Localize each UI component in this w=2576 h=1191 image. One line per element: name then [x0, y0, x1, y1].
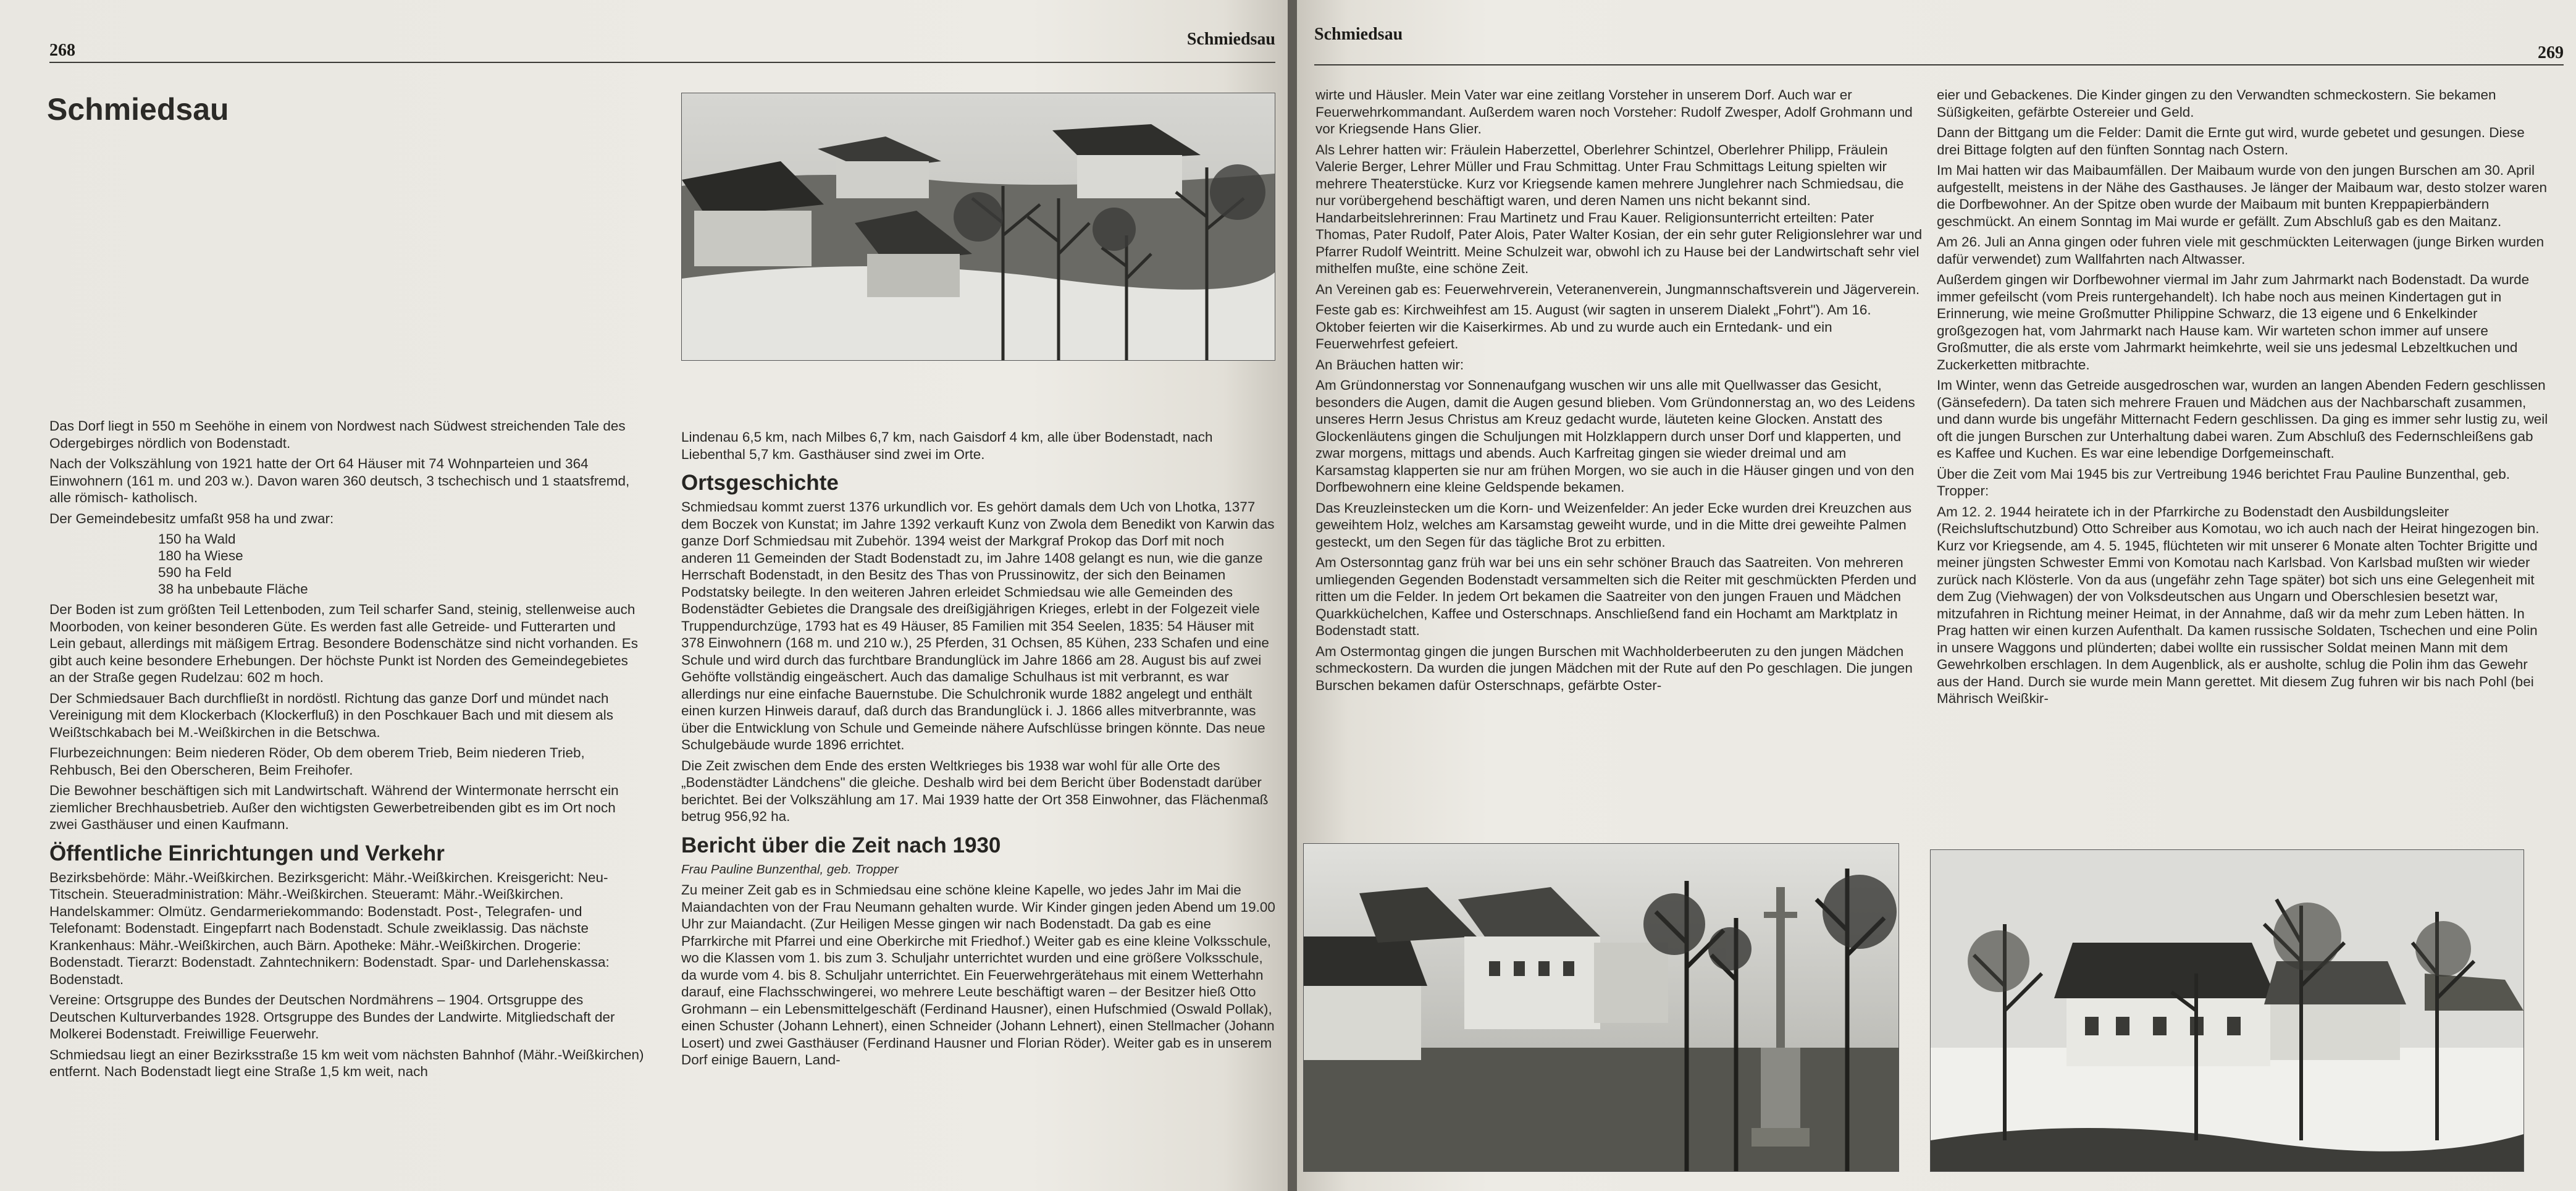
- right-column-1: [1315, 86, 1924, 697]
- paragraph: Die Bewohner beschäftigen sich mit Landwirtschaft. Während der Wintermonate herrscht ein ziemlicher Brechhausbetrieb. Außer den wichtigsten Gewerbetreibenden gibt es im Ort noch zwei Gasthäuser und einen Kaufmann.: [49, 783, 619, 832]
- header-rule-left: [49, 62, 1275, 63]
- paragraph: wirte und Häusler. Mein Vater war eine zeitlang Vorsteher in unserem Dorf. Auch war er Feuerwehrkommandant. Außerdem waren noch Vorsteher: Rudolf Zwesper, Adolf Grohmann und vor Kriegsende Hans Glier.: [1315, 87, 1913, 137]
- photo-wayside-cross-image: [1304, 844, 1898, 1171]
- left-column-1: [49, 418, 645, 1084]
- running-head-right: Schmiedsau: [1314, 25, 1403, 44]
- paragraph: Am Gründonnerstag vor Sonnenaufgang wuschen wir uns alle mit Quellwasser das Gesicht, besonders die Augen, damit die Augen gesund blieben. Vom Gründonnerstag an, wo des Leidens unseres Herrn Jesus Christus am Kreuz gedacht wurde, läuteten keine Glocken. Anstatt des Glockenläutens gingen die Schuljungen mit Holzklappern durch unser Dorf und klapperten, und zwar morgens, mittags und abends. Auch Karfreitag gingen sie wieder dreimal und am Karsamstag klapperten sie nur am frühen Morgen, wo sie auch in die Häuser gingen und von den Dorfbewohnern eine kleine Geldspende bekamen.: [1315, 377, 1915, 495]
- photo-village-winter: [681, 93, 1275, 361]
- page-number-right: 269: [2538, 43, 2564, 62]
- paragraph: Feste gab es: Kirchweihfest am 15. August (wir sagten in unserem Dialekt „Fohrt"). Am 16. Oktober feierten wir die Kaiserkirmes. Ab und zu wurde auch ein Erntedank- und ein Feuerwehrfest gefeiert.: [1315, 302, 1871, 351]
- section-heading: Bericht über die Zeit nach 1930: [681, 833, 1001, 857]
- paragraph: Der Boden ist zum größten Teil Lettenboden, zum Teil scharfer Sand, steinig, stellenweise auch Moorboden, von keiner besonderen Güte. Es werden fast alle Getreide- und Futterarten und Lein gebaut, allerdings mit mäßigem Ertrag. Besondere Bodenschätze sind nicht vorhanden. Es gibt auch keine besondere Erhebungen. Der höchste Punkt ist Norden des Gemeindegebietes an der Straße gegen Rudelzau: 602 m hoch.: [49, 602, 639, 685]
- paragraph: Flurbezeichnungen: Beim niederen Röder, Ob dem oberem Trieb, Beim niederen Trieb, Rehbusch, Bei den Oberscheren, Beim Freihofer.: [49, 745, 585, 778]
- photo-farmhouse-winter: [1930, 849, 2524, 1172]
- paragraph: Schmiedsau liegt an einer Bezirksstraße 15 km weit vom nächsten Bahnhof (Mähr.-Weißkirchen) entfernt. Nach Bodenstadt liegt eine Straße 1,5 km weit, nach: [49, 1046, 644, 1079]
- book-gutter: [1288, 0, 1297, 1191]
- land-use-item: 150 ha Wald: [158, 531, 236, 547]
- paragraph: Nach der Volkszählung von 1921 hatte der Ort 64 Häuser mit 74 Wohnparteien und 364 Einwohnern (161 m. und 203 w.). Davon waren 360 deutsch, 3 tschechisch und 1 staatsfremd, alle römisch- katholisch.: [49, 456, 630, 505]
- paragraph: Die Zeit zwischen dem Ende des ersten Weltkrieges bis 1938 war wohl für alle Orte des „Bodenstädter Ländchens" die gleiche. Deshalb wird bei dem Bericht über Bodenstadt darüber berichtet. Bei der Volkszählung am 17. Mai 1939 hatte der Ort 358 Einwohner, das Flächenmaß betrug 956,92 ha.: [681, 757, 1269, 824]
- paragraph: Dann der Bittgang um die Felder: Damit die Ernte gut wird, wurde gebetet und gesungen. Diese drei Bittage folgten auf den fünften Sonntag nach Ostern.: [1937, 125, 2525, 158]
- paragraph: Außerdem gingen wir Dorfbewohner viermal im Jahr zum Jahrmarkt nach Bodenstadt. Da wurde immer gefeilscht (vom Preis runtergehandelt). Ich habe noch aus meinen Kindertagen gut in Erinnerung, wie meine Großmutter Philippine Schwarz, die 13 eigene und 6 Enkelkinder großgezogen hat, vom Jahrmarkt nach Hause kam. Wir warteten schon immer auf unsere Großmutter, die als erste vom Jahrmarkt heimkehrte, weil sie uns jedesmal Lebzeltkuchen und Zuckerketten mitbrachte.: [1937, 272, 2530, 372]
- land-use-item: 590 ha Feld: [158, 565, 232, 580]
- photo-farmhouse-winter-image: [1931, 850, 2524, 1171]
- paragraph: An Vereinen gab es: Feuerwehrverein, Veteranenverein, Jungmannschaftsverein und Jägerverein.: [1315, 281, 1920, 297]
- paragraph: Der Schmiedsauer Bach durchfließt in nordöstl. Richtung das ganze Dorf und mündet nach Vereinigung mit dem Klockerbach (Klockerfluß) in den Poschkauer Bach und mit diesem als Weißtschkabach bei M.-Weißkirchen in die Betschwa.: [49, 690, 613, 740]
- paragraph: Das Kreuzleinstecken um die Korn- und Weizenfelder: An jeder Ecke wurden drei Kreuzchen aus geweihtem Holz, welches am Karsamstag geweiht wurde, und in die Mitte drei geweihte Palmen gesteckt, um den Segen für das tägliche Brot zu erbitten.: [1315, 500, 1912, 550]
- land-use-item: 180 ha Wiese: [158, 548, 243, 563]
- left-column-2: [681, 429, 1277, 1072]
- paragraph: Das Dorf liegt in 550 m Seehöhe in einem von Nordwest nach Südwest streichenden Tale des Odergebirges nördlich von Bodenstadt.: [49, 418, 626, 451]
- paragraph: Der Gemeindebesitz umfaßt 958 ha und zwar:: [49, 510, 334, 526]
- land-use-list: [158, 531, 645, 597]
- land-use-item: 38 ha unbebaute Fläche: [158, 581, 308, 597]
- paragraph: Über die Zeit vom Mai 1945 bis zur Vertreibung 1946 berichtet Frau Pauline Bunzenthal, geb. Tropper:: [1937, 466, 2511, 499]
- paragraph: Am 12. 2. 1944 heiratete ich in der Pfarrkirche zu Bodenstadt den Ausbildungsleiter (Reichsluftschutzbund) Otto Schreiber aus Komotau, wo ich auch nach der Heirat hingezogen bin. Kurz vor Kriegsende, am 4. 5. 1945, flüchteten wir mit unserer 6 Monate alten Tochter Brigitte und meiner jüngsten Schwester Emmi von Komotau nach Karlsbad. Von Karlsbad mußten wir wieder zurück nach Klösterle. Von da aus (ungefähr zehn Tage später) bot sich uns eine Gelegenheit mit dem Zug (Viehwagen) der von Volksdeutschen aus Ungarn und Oberschlesien besetzt war, mitzufahren in Richtung meiner Heimat, in der Annahme, daß wir da mehr zum Leben hätten. In Prag hatten wir einen kurzen Aufenthalt. Da kamen russische Soldaten, Tschechen und eine Polin in unsere Waggons und plünderten; dabei wollte ein russischer Soldat meinen Mann mit dem Gewehrkolben erschlagen. In dem Augenblick, als er ausholte, schlug die Polin ihm das Gewehr aus der Hand. Durch sie wurde mein Mann gerettet. Mit diesem Zug fuhren wir bis nach Pohl (bei Mährisch Weißkir-: [1937, 503, 2540, 706]
- paragraph: Zu meiner Zeit gab es in Schmiedsau eine schöne kleine Kapelle, wo jedes Jahr im Mai die Maiandachten von der Frau Neumann gehalten wurde. Wir Kinder gingen jeden Abend um 19.00 Uhr zur Maiandacht. (Zur Heiligen Messe gingen wir nach Bodenstadt. Da gab es eine Pfarrkirche mit Pfarrei und eine Oberkirche mit Friedhof.) Weiter gab es eine kleine Volksschule, wo die Klassen vom 1. bis zum 3. Schuljahr unterrichtet wurden und eine größere Volksschule, da wurde vom 4. bis 8. Schuljahr unterrichtet. Ein Feuerwehrgerätehaus mit einem Wetterhahn darauf, eine Flachsschwingerei, wo mehrere Leute beschäftigt waren – der Besitzer hieß Otto Grohmann – ein Lebensmittelgeschäft (Ferdinand Hausner), einen Hufschmied (Oswald Pollak), einen Schuster (Johann Lehnert), einen Schneider (Johann Lehnert), einen Stellmacher (Johann Losert) und zwei Gasthäuser (Ferdinand Hausner und Florian Röder). Weiter gab es in unserem Dorf einige Bauern, Land-: [681, 882, 1275, 1067]
- paragraph: Lindenau 6,5 km, nach Milbes 6,7 km, nach Gaisdorf 4 km, alle über Bodenstadt, nach Liebenthal 5,7 km. Gasthäuser sind zwei im Orte.: [681, 429, 1213, 462]
- paragraph: Am Ostersonntag ganz früh war bei uns ein sehr schöner Brauch das Saatreiten. Von mehreren umliegenden Gegenden Bodenstadt versammelten sich die Reiter mit geschmückten Pferden und ritten um die Felder. In jedem Ort bekamen die Saatreiter von den jungen Frauen und Mädchen Quarkküchelchen, Kaffee und Osterschnaps. Anschließend fand ein Hochamt am Marktplatz in Bodenstadt statt.: [1315, 555, 1917, 638]
- header-rule-right: [1314, 64, 2564, 65]
- section-heading: Ortsgeschichte: [681, 471, 839, 495]
- paragraph: eier und Gebackenes. Die Kinder gingen zu den Verwandten schmeckostern. Sie bekamen Süßigkeiten, gefärbte Ostereier und Geld.: [1937, 87, 2496, 120]
- paragraph: Bezirksbehörde: Mähr.-Weißkirchen. Bezirksgericht: Mähr.-Weißkirchen. Kreisgericht: Neu-Titschein. Steueradministration: Mähr.-Weißkirchen. Steueramt: Mähr.-Weißkirchen. Handelskammer: Olmütz. Gendarmeriekommando: Bodenstadt. Post-, Telegrafen- und Telefonamt: Bodenstadt. Eingepfarrt nach Bodenstadt. Schule zweiklassig. Das nächste Krankenhaus: Mähr.-Weißkirchen, auch Bärn. Apotheke: Mähr.-Weißkirchen. Drogerie: Bodenstadt. Tierarzt: Bodenstadt. Zahntechnikern: Bodenstadt. Spar- und Darlehenskassa: Bodenstadt.: [49, 869, 610, 987]
- paragraph: Als Lehrer hatten wir: Fräulein Haberzettel, Oberlehrer Schintzel, Oberlehrer Philipp, Fräulein Valerie Berger, Lehrer Müller und Frau Schmittag. Unter Frau Schmittags Leitung spielten wir mehrere Theaterstücke. Kurz vor Kriegsende kamen mehrere Junglehrer nach Schmiedsau, die nur vorübergehend beschäftigt waren, und deren Namen uns nicht bekannt sind. Handarbeitslehrerinnen: Frau Martinetz und Frau Kauer. Religionsunterricht erteilten: Pater Thomas, Pater Rudolf, Pater Alois, Pater Walter Kosian, der ein sehr guter Religionslehrer war und Pfarrer Rudolf Weintritt. Meine Schulzeit war, obwohl ich zu Hause bei der Landwirtschaft sehr viel mithelfen mußte, eine schöne Zeit.: [1315, 141, 1923, 276]
- right-page: [1297, 0, 2576, 1191]
- paragraph: Vereine: Ortsgruppe des Bundes der Deutschen Nordmährens – 1904. Ortsgruppe des Deutschen Kulturverbandes 1928. Ortsgruppe des Bundes der Landwirte. Mitgliedschaft der Molkerei Bodenstadt. Freiwillige Feuerwehr.: [49, 992, 615, 1042]
- page-number-left: 268: [49, 41, 75, 60]
- right-column-2: [1937, 86, 2548, 711]
- paragraph: An Bräuchen hatten wir:: [1315, 356, 1464, 372]
- paragraph: Im Winter, wenn das Getreide ausgedroschen war, wurden an langen Abenden Federn geschlissen (Gänsefedern). Da taten sich mehrere Frauen und Mädchen aus der Nachbarschaft zusammen, und dann wurde bis ungefähr Mitternacht Federn geschlissen. Da ging es immer sehr lustig zu, weil oft die jungen Burschen zur Unterhaltung dabei waren. Zum Abschluß des Federnschleißens gab es Kaffee und Kuchen. Es war eine lebendige Dorfgemeinschaft.: [1937, 377, 2548, 461]
- running-head-left: Schmiedsau: [1186, 30, 1275, 49]
- photo-wayside-cross: [1303, 843, 1899, 1172]
- paragraph: Schmiedsau kommt zuerst 1376 urkundlich vor. Es gehört damals dem Uch von Lhotka, 1377 dem Boczek von Kunstat; im Jahre 1392 verkauft Kunz von Zwola dem Benedikt von Karwin das ganze Dorf Schmiedsau mit Zubehör. 1394 weist der Markgraf Prokop das Dorf mit noch anderen 11 Gemeinden der Stadt Bodenstadt zu, im Jahre 1408 gelangt es nun, wie die ganze Herrschaft Bodenstadt, in den Besitz des Thas von Prussinowitz, der sich den Beinamen Podstatsky beilegte. In den weiteren Jahren erleidet Schmiedsau wie alle Gemeinden des Bodenstädter Gebietes die Drangsale des dreißigjährigen Krieges, erlebt in der Folgezeit viele Truppendurchzüge, 1793 hat es 49 Häuser, 85 Familien mit 354 Seelen, 1835: 54 Häuser mit 378 Einwohnern (168 m. und 210 w.), 25 Pferden, 31 Ochsen, 85 Kühen, 233 Schafen und eine Schule und wird durch das furchtbare Brandunglück im Jahre 1866 am 28. August bis auf zwei Gehöfte vollständig eingeäschert. Auch das damalige Schulhaus ist mit verbrannt, es war allerdings nur eine einfache Bauernstube. Die Schulchronik wurde 1882 angelegt und enthält einen kurzen Hinweis darauf, daß durch das Brandunglück i. J. 1866 alles mitverbrannte, was über die Entwicklung von Schule und Gemeinde nähere Aufschlüsse bringen könnte. Das neue Schulgebäude wurde 1896 errichtet.: [681, 499, 1275, 752]
- paragraph: Im Mai hatten wir das Maibaumfällen. Der Maibaum wurde von den jungen Burschen am 30. April aufgestellt, meistens in der Nähe des Gasthauses. Je länger der Maibaum war, desto stolzer waren die Dorfbewohner. An der Spitze oben wurde der Maibaum mit bunten Kreppapierbändern geschmückt. An einem Sonntag im Mai wurde er gefällt. Zum Abschluß gab es den Maitanz.: [1937, 162, 2548, 229]
- section-heading: Öffentliche Einrichtungen und Verkehr: [49, 841, 445, 865]
- photo-village-winter-image: [682, 93, 1275, 360]
- paragraph: Am Ostermontag gingen die jungen Burschen mit Wachholderbeeruten zu den jungen Mädchen schmeckostern. Da wurden die jungen Mädchen mit der Rute auf den Po geschlagen. Die jungen Burschen bekamen dafür Osterschnaps, gefärbte Oster-: [1315, 643, 1913, 693]
- page-title: Schmiedsau: [47, 92, 229, 127]
- author-byline: Frau Pauline Bunzenthal, geb. Tropper: [681, 862, 899, 877]
- paragraph: Am 26. Juli an Anna gingen oder fuhren viele mit geschmückten Leiterwagen (junge Birken wurden dafür verwendet) zum Wallfahrten nach Altwasser.: [1937, 234, 2545, 267]
